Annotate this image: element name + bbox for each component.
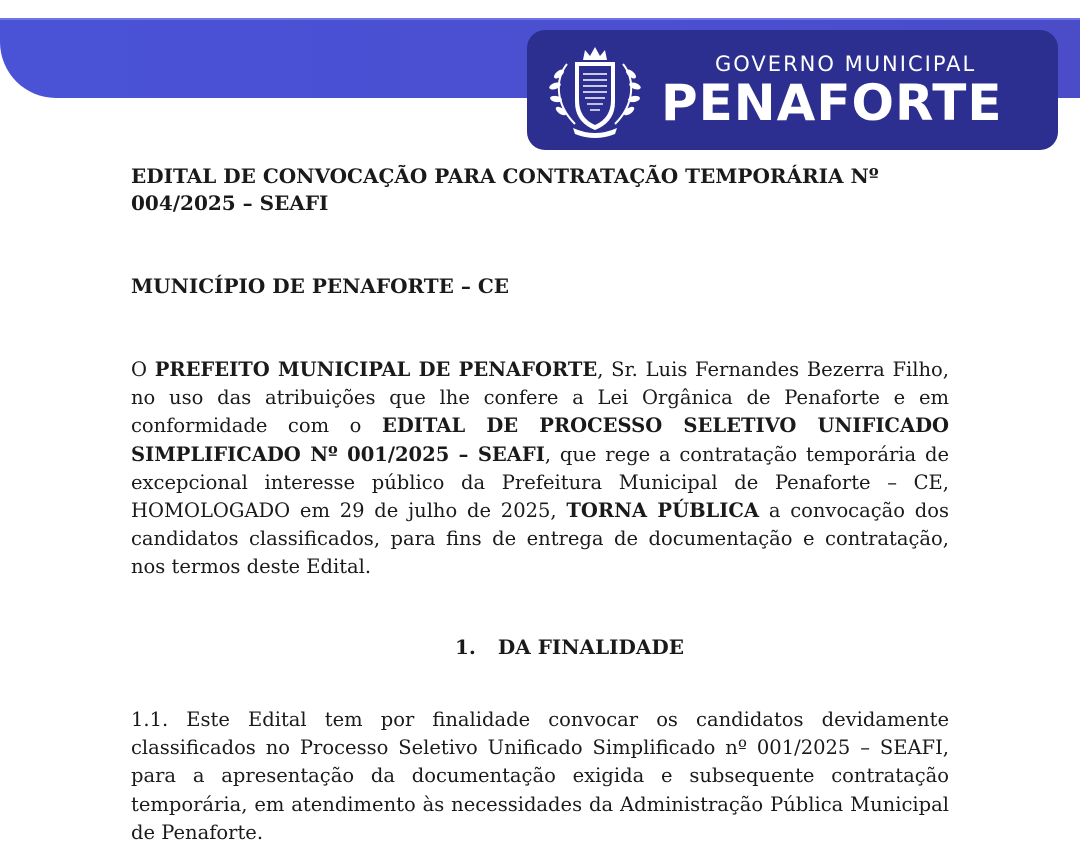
intro-text-1: O [131, 358, 155, 381]
intro-paragraph [131, 356, 949, 582]
top-margin [0, 0, 1080, 18]
section-heading [455, 635, 684, 659]
municipality-heading: MUNICÍPIO DE PENAFORTE – CE [131, 274, 510, 298]
intro-bold-torna-publica: TORNA PÚBLICA [566, 499, 760, 523]
logo-title: PENAFORTE [661, 74, 1003, 132]
coat-of-arms-icon [545, 44, 645, 138]
section-number: 1. [455, 635, 476, 659]
document-title: EDITAL DE CONVOCAÇÃO PARA CONTRATAÇÃO TEMPORÁRIA Nº 004/2025 – SEAFI [131, 164, 879, 215]
header-banner-edge [0, 18, 1080, 20]
logo-subtitle: GOVERNO MUNICIPAL [715, 52, 977, 76]
government-logo [527, 30, 1058, 150]
intro-text-4: a convocação dos candidatos classificados, para fins de entrega de documentação e contratação, nos termos deste Edital. [131, 499, 950, 579]
section-title: DA FINALIDADE [497, 635, 684, 659]
intro-bold-edital: EDITAL DE PROCESSO SELETIVO UNIFICADO SIMPLIFICADO Nº 001/2025 – SEAFI [131, 414, 949, 466]
intro-text-2: , Sr. Luis Fernandes Bezerra Filho, no uso das atribuições que lhe confere a Lei Orgânica de Penaforte e em conformidade com o [131, 358, 949, 438]
item-1-1-paragraph: 1.1. Este Edital tem por finalidade convocar os candidatos devidamente classificados no Processo Seletivo Unificado Simplificado nº 001/2025 – SEAFI, para a apresentação da documentação exigida e subsequente contratação temporária, em atendimento às necessidades da Administração Pública Municipal de Penaforte. [131, 708, 949, 844]
intro-text-3: , que rege a contratação temporária de excepcional interesse público da Prefeitura Municipal de Penaforte – CE, HOMOLOGADO em 29 de julho de 2025, [131, 442, 949, 523]
intro-bold-mayor: PREFEITO MUNICIPAL DE PENAFORTE [154, 358, 598, 381]
